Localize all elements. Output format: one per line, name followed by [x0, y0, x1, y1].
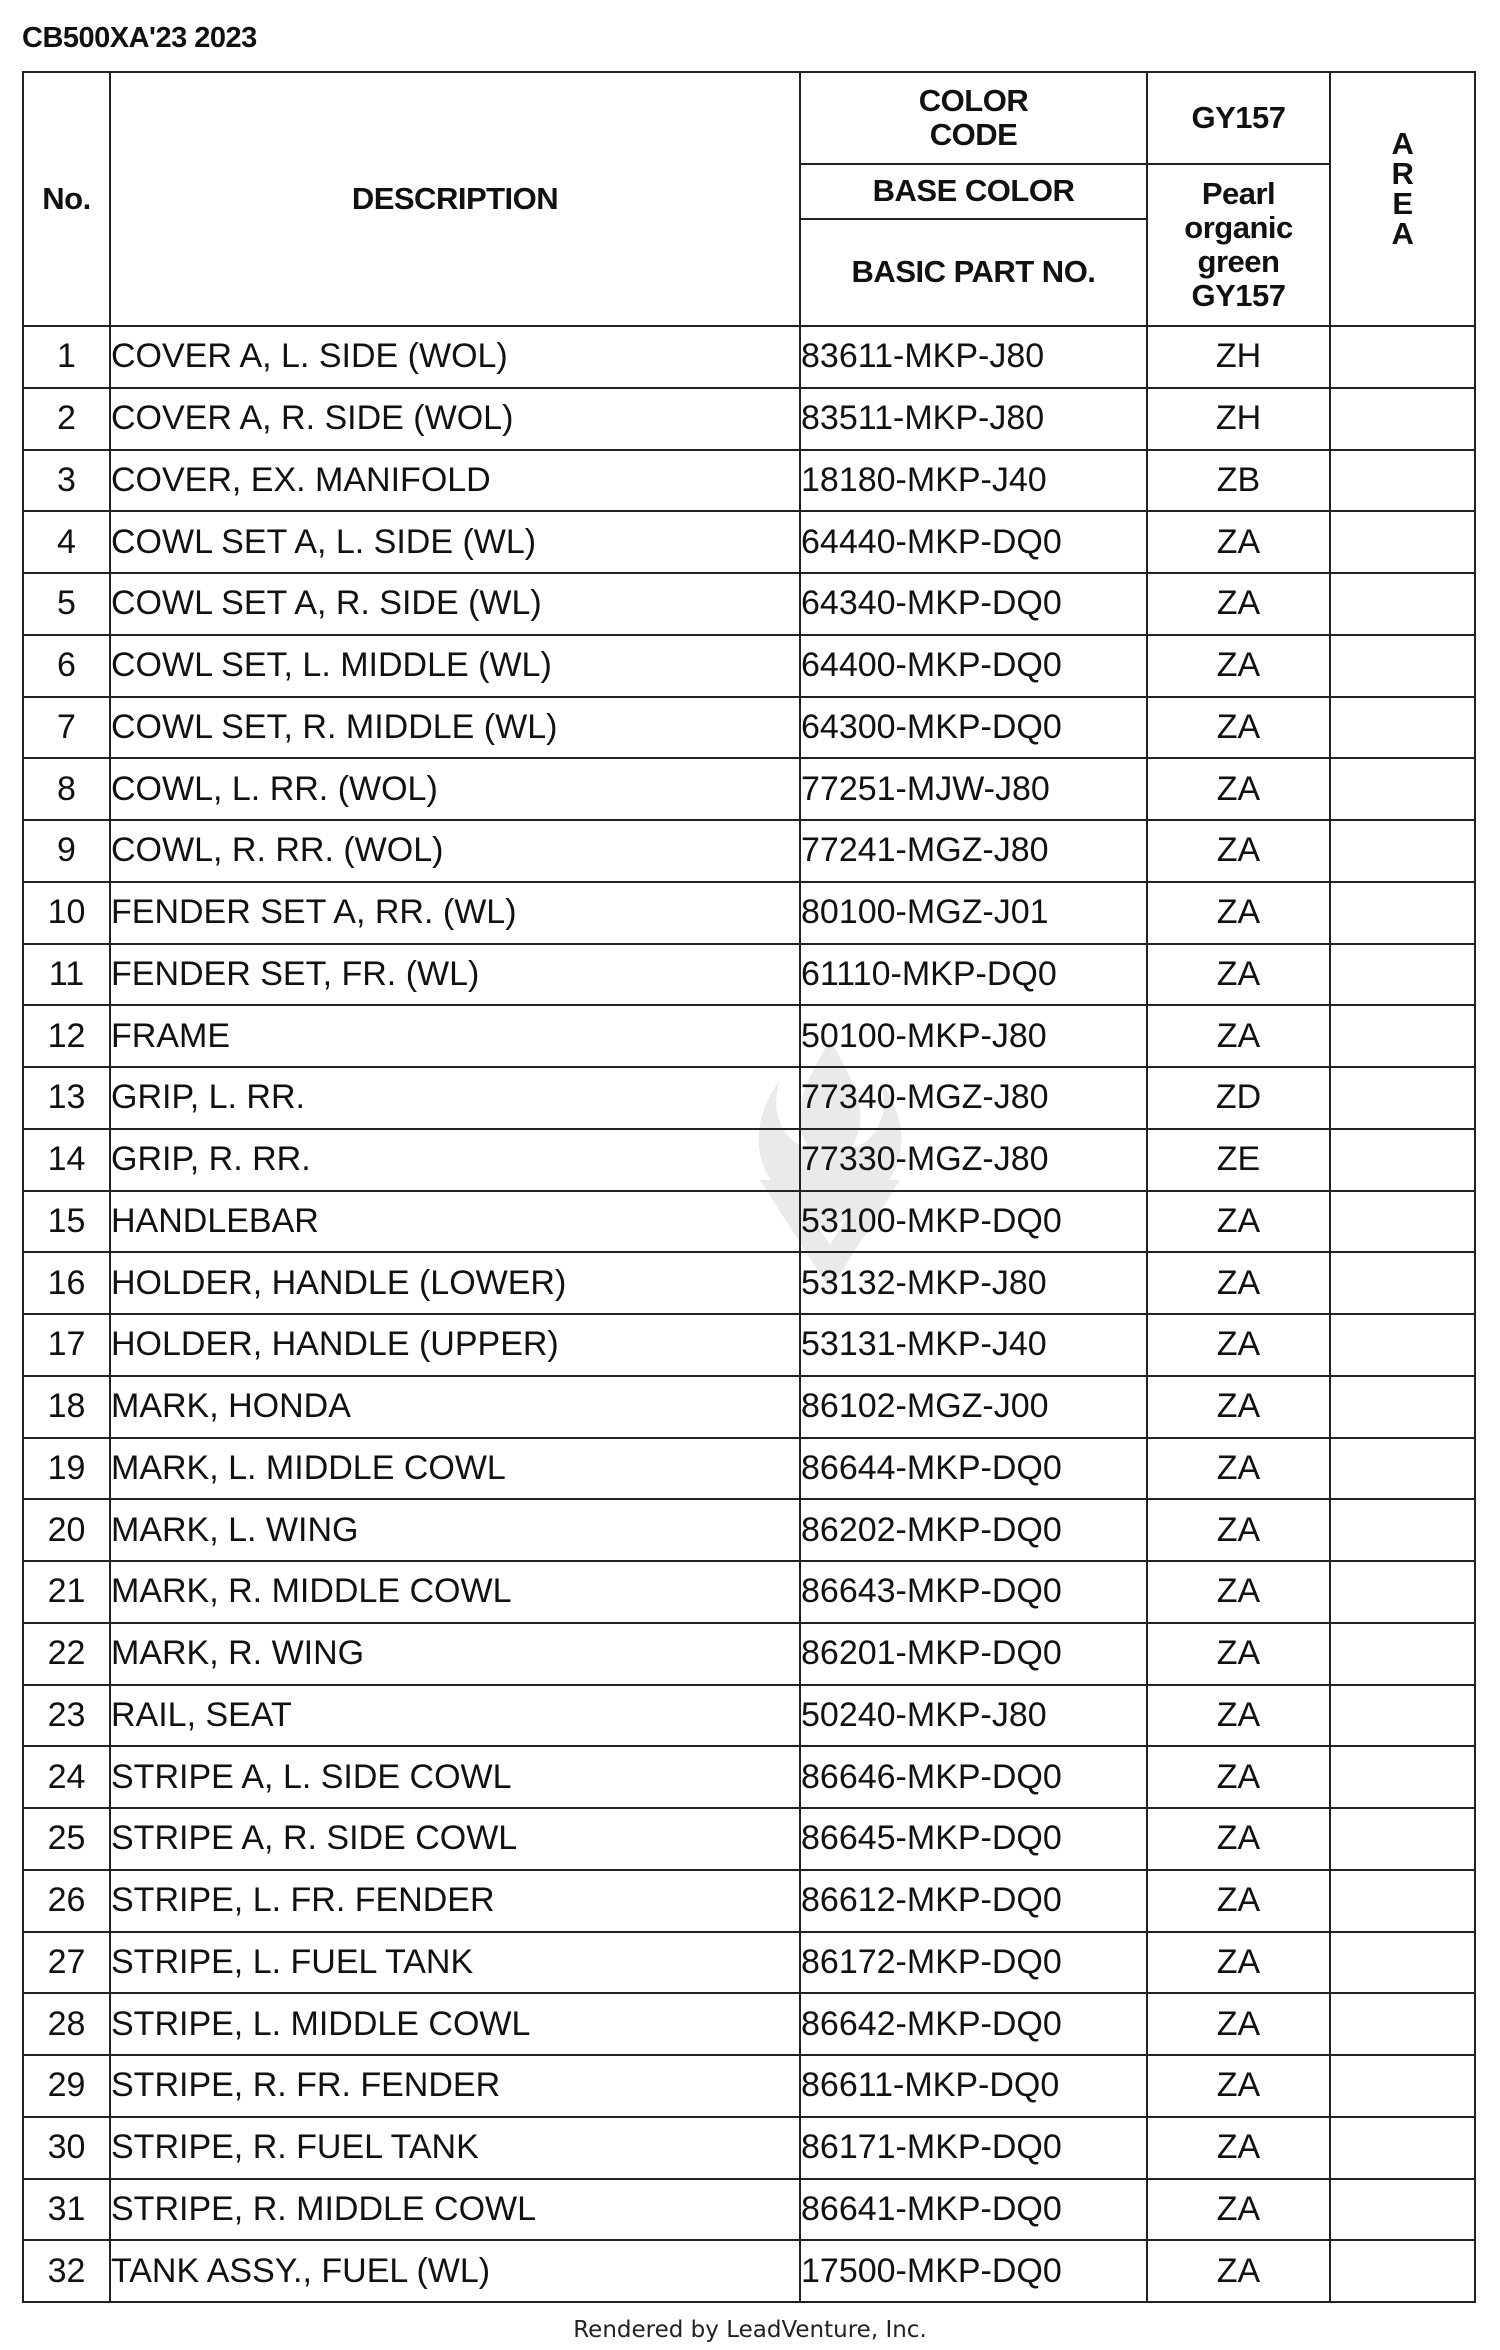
- row-description: MARK, R. MIDDLE COWL: [110, 1561, 800, 1623]
- row-number: 4: [23, 511, 110, 573]
- row-area: [1330, 1561, 1475, 1623]
- table-row: [23, 573, 1475, 635]
- table-row: [23, 1191, 1475, 1253]
- table-row: [23, 1623, 1475, 1685]
- table-row: [23, 1932, 1475, 1994]
- row-number: 30: [23, 2117, 110, 2179]
- row-part-number: 86611-MKP-DQ0: [800, 2055, 1147, 2117]
- row-description: RAIL, SEAT: [110, 1685, 800, 1747]
- row-description: STRIPE, L. FR. FENDER: [110, 1870, 800, 1932]
- row-area: [1330, 1067, 1475, 1129]
- row-color-code: ZA: [1147, 573, 1330, 635]
- row-color-code: ZA: [1147, 1746, 1330, 1808]
- row-number: 17: [23, 1314, 110, 1376]
- row-color-code: ZA: [1147, 1993, 1330, 2055]
- row-number: 23: [23, 1685, 110, 1747]
- row-number: 31: [23, 2179, 110, 2241]
- table-row: [23, 2179, 1475, 2241]
- color-name-line1: Pearl: [1201, 176, 1276, 211]
- document-title: CB500XA'23 2023: [22, 22, 257, 54]
- row-description: MARK, L. MIDDLE COWL: [110, 1438, 800, 1500]
- row-description: COVER A, L. SIDE (WOL): [110, 326, 800, 388]
- row-description: HANDLEBAR: [110, 1191, 800, 1253]
- row-number: 1: [23, 326, 110, 388]
- table-row: [23, 758, 1475, 820]
- table-row: [23, 1129, 1475, 1191]
- row-description: STRIPE, L. MIDDLE COWL: [110, 1993, 800, 2055]
- row-part-number: 77241-MGZ-J80: [800, 820, 1147, 882]
- row-description: FRAME: [110, 1005, 800, 1067]
- row-area: [1330, 1993, 1475, 2055]
- row-part-number: 64400-MKP-DQ0: [800, 635, 1147, 697]
- row-part-number: 86646-MKP-DQ0: [800, 1746, 1147, 1808]
- row-description: HOLDER, HANDLE (UPPER): [110, 1314, 800, 1376]
- row-number: 13: [23, 1067, 110, 1129]
- row-part-number: 64340-MKP-DQ0: [800, 573, 1147, 635]
- row-part-number: 64440-MKP-DQ0: [800, 511, 1147, 573]
- row-area: [1330, 2117, 1475, 2179]
- area-letter: A: [1391, 126, 1414, 161]
- row-description: MARK, R. WING: [110, 1623, 800, 1685]
- row-number: 2: [23, 388, 110, 450]
- row-color-code: ZA: [1147, 2055, 1330, 2117]
- row-part-number: 83511-MKP-J80: [800, 388, 1147, 450]
- row-number: 16: [23, 1252, 110, 1314]
- color-name-line4: GY157: [1191, 278, 1286, 313]
- parts-table-header: [23, 72, 1475, 326]
- row-description: TANK ASSY., FUEL (WL): [110, 2240, 800, 2302]
- row-number: 21: [23, 1561, 110, 1623]
- row-number: 18: [23, 1376, 110, 1438]
- row-area: [1330, 1685, 1475, 1747]
- row-color-code: ZA: [1147, 1438, 1330, 1500]
- row-area: [1330, 2240, 1475, 2302]
- row-description: COWL SET A, L. SIDE (WL): [110, 511, 800, 573]
- table-row: [23, 1685, 1475, 1747]
- header-base-color: BASE COLOR: [800, 164, 1147, 219]
- row-part-number: 50240-MKP-J80: [800, 1685, 1147, 1747]
- row-description: COWL, L. RR. (WOL): [110, 758, 800, 820]
- row-number: 15: [23, 1191, 110, 1253]
- row-color-code: ZA: [1147, 697, 1330, 759]
- row-description: COVER A, R. SIDE (WOL): [110, 388, 800, 450]
- table-row: [23, 944, 1475, 1006]
- table-row: [23, 2240, 1475, 2302]
- parts-table-body: [23, 326, 1475, 2302]
- row-color-code: ZA: [1147, 2240, 1330, 2302]
- row-color-code: ZA: [1147, 1685, 1330, 1747]
- table-row: [23, 450, 1475, 512]
- header-color-code-line2: CODE: [929, 117, 1018, 152]
- row-part-number: 86171-MKP-DQ0: [800, 2117, 1147, 2179]
- row-number: 10: [23, 882, 110, 944]
- table-row: [23, 1438, 1475, 1500]
- table-row: [23, 1376, 1475, 1438]
- row-color-code: ZA: [1147, 1623, 1330, 1685]
- row-number: 12: [23, 1005, 110, 1067]
- row-color-code: ZA: [1147, 1561, 1330, 1623]
- row-part-number: 86202-MKP-DQ0: [800, 1499, 1147, 1561]
- row-part-number: 53100-MKP-DQ0: [800, 1191, 1147, 1253]
- row-description: COWL SET, L. MIDDLE (WL): [110, 635, 800, 697]
- row-area: [1330, 1191, 1475, 1253]
- row-description: STRIPE, R. FR. FENDER: [110, 2055, 800, 2117]
- header-description: DESCRIPTION: [110, 72, 800, 326]
- row-description: COWL SET A, R. SIDE (WL): [110, 573, 800, 635]
- row-number: 22: [23, 1623, 110, 1685]
- table-row: [23, 882, 1475, 944]
- row-area: [1330, 1623, 1475, 1685]
- table-row: [23, 2117, 1475, 2179]
- row-part-number: 86642-MKP-DQ0: [800, 1993, 1147, 2055]
- table-row: [23, 1870, 1475, 1932]
- row-part-number: 86645-MKP-DQ0: [800, 1808, 1147, 1870]
- row-part-number: 86612-MKP-DQ0: [800, 1870, 1147, 1932]
- row-number: 26: [23, 1870, 110, 1932]
- row-color-code: ZA: [1147, 1499, 1330, 1561]
- row-number: 27: [23, 1932, 110, 1994]
- row-description: FENDER SET, FR. (WL): [110, 944, 800, 1006]
- table-row: [23, 1067, 1475, 1129]
- table-row: [23, 1252, 1475, 1314]
- row-area: [1330, 758, 1475, 820]
- table-row: [23, 1561, 1475, 1623]
- row-part-number: 17500-MKP-DQ0: [800, 2240, 1147, 2302]
- row-area: [1330, 820, 1475, 882]
- row-part-number: 53131-MKP-J40: [800, 1314, 1147, 1376]
- row-color-code: ZA: [1147, 1191, 1330, 1253]
- row-number: 29: [23, 2055, 110, 2117]
- row-number: 7: [23, 697, 110, 759]
- row-description: GRIP, L. RR.: [110, 1067, 800, 1129]
- table-row: [23, 1005, 1475, 1067]
- row-number: 11: [23, 944, 110, 1006]
- row-area: [1330, 1376, 1475, 1438]
- row-part-number: 64300-MKP-DQ0: [800, 697, 1147, 759]
- table-row: [23, 1808, 1475, 1870]
- table-row: [23, 388, 1475, 450]
- table-row: [23, 1314, 1475, 1376]
- row-part-number: 18180-MKP-J40: [800, 450, 1147, 512]
- area-letters: [1331, 126, 1474, 325]
- row-description: COVER, EX. MANIFOLD: [110, 450, 800, 512]
- row-area: [1330, 511, 1475, 573]
- row-area: [1330, 1746, 1475, 1808]
- row-area: [1330, 1932, 1475, 1994]
- table-row: [23, 326, 1475, 388]
- row-color-code: ZA: [1147, 820, 1330, 882]
- header-color-code-line1: COLOR: [918, 82, 1029, 118]
- row-area: [1330, 1314, 1475, 1376]
- row-part-number: 86644-MKP-DQ0: [800, 1438, 1147, 1500]
- row-number: 20: [23, 1499, 110, 1561]
- row-number: 3: [23, 450, 110, 512]
- row-color-code: ZA: [1147, 511, 1330, 573]
- row-color-code: ZA: [1147, 635, 1330, 697]
- row-color-code: ZA: [1147, 1314, 1330, 1376]
- row-description: STRIPE, R. FUEL TANK: [110, 2117, 800, 2179]
- row-color-code: ZA: [1147, 1005, 1330, 1067]
- area-letter: A: [1391, 216, 1414, 251]
- row-color-code: ZB: [1147, 450, 1330, 512]
- row-color-code: ZH: [1147, 388, 1330, 450]
- row-part-number: 53132-MKP-J80: [800, 1252, 1147, 1314]
- row-area: [1330, 388, 1475, 450]
- row-color-code: ZA: [1147, 1870, 1330, 1932]
- row-part-number: 77251-MJW-J80: [800, 758, 1147, 820]
- row-color-code: ZA: [1147, 882, 1330, 944]
- row-number: 19: [23, 1438, 110, 1500]
- row-area: [1330, 1808, 1475, 1870]
- row-area: [1330, 944, 1475, 1006]
- table-row: [23, 1993, 1475, 2055]
- row-area: [1330, 1499, 1475, 1561]
- row-color-code: ZA: [1147, 944, 1330, 1006]
- color-name-line3: green: [1197, 244, 1280, 279]
- row-area: [1330, 697, 1475, 759]
- row-area: [1330, 2055, 1475, 2117]
- row-number: 9: [23, 820, 110, 882]
- row-description: MARK, HONDA: [110, 1376, 800, 1438]
- color-name-line2: organic: [1184, 210, 1293, 245]
- row-number: 5: [23, 573, 110, 635]
- table-row: [23, 2055, 1475, 2117]
- table-row: [23, 697, 1475, 759]
- row-part-number: 86102-MGZ-J00: [800, 1376, 1147, 1438]
- table-row: [23, 820, 1475, 882]
- row-number: 14: [23, 1129, 110, 1191]
- row-area: [1330, 1870, 1475, 1932]
- row-area: [1330, 573, 1475, 635]
- row-color-code: ZA: [1147, 1252, 1330, 1314]
- table-row: [23, 1746, 1475, 1808]
- parts-table: [22, 71, 1476, 2303]
- row-part-number: 77340-MGZ-J80: [800, 1067, 1147, 1129]
- row-color-code: ZA: [1147, 1932, 1330, 1994]
- header-basic-part-no: BASIC PART NO.: [800, 219, 1147, 326]
- row-area: [1330, 450, 1475, 512]
- header-no: No.: [23, 72, 110, 326]
- row-description: STRIPE A, L. SIDE COWL: [110, 1746, 800, 1808]
- row-area: [1330, 1252, 1475, 1314]
- row-color-code: ZA: [1147, 2179, 1330, 2241]
- row-part-number: 61110-MKP-DQ0: [800, 944, 1147, 1006]
- row-number: 6: [23, 635, 110, 697]
- row-part-number: 83611-MKP-J80: [800, 326, 1147, 388]
- table-row: [23, 511, 1475, 573]
- row-number: 24: [23, 1746, 110, 1808]
- row-color-code: ZA: [1147, 1808, 1330, 1870]
- row-part-number: 86172-MKP-DQ0: [800, 1932, 1147, 1994]
- row-part-number: 86643-MKP-DQ0: [800, 1561, 1147, 1623]
- row-color-code: ZA: [1147, 758, 1330, 820]
- area-letter: R: [1391, 156, 1414, 191]
- row-description: COWL SET, R. MIDDLE (WL): [110, 697, 800, 759]
- row-area: [1330, 2179, 1475, 2241]
- row-area: [1330, 635, 1475, 697]
- row-description: FENDER SET A, RR. (WL): [110, 882, 800, 944]
- row-description: MARK, L. WING: [110, 1499, 800, 1561]
- area-letter: E: [1392, 186, 1413, 221]
- row-description: STRIPE, L. FUEL TANK: [110, 1932, 800, 1994]
- table-row: [23, 1499, 1475, 1561]
- row-color-code: ZH: [1147, 326, 1330, 388]
- row-description: STRIPE A, R. SIDE COWL: [110, 1808, 800, 1870]
- row-part-number: 86641-MKP-DQ0: [800, 2179, 1147, 2241]
- footer-credit: Rendered by LeadVenture, Inc.: [573, 2317, 927, 2343]
- row-description: HOLDER, HANDLE (LOWER): [110, 1252, 800, 1314]
- row-part-number: 50100-MKP-J80: [800, 1005, 1147, 1067]
- row-description: STRIPE, R. MIDDLE COWL: [110, 2179, 800, 2241]
- row-color-code: ZA: [1147, 2117, 1330, 2179]
- row-part-number: 86201-MKP-DQ0: [800, 1623, 1147, 1685]
- row-color-code: ZE: [1147, 1129, 1330, 1191]
- row-part-number: 80100-MGZ-J01: [800, 882, 1147, 944]
- row-color-code: ZA: [1147, 1376, 1330, 1438]
- row-area: [1330, 1438, 1475, 1500]
- row-number: 25: [23, 1808, 110, 1870]
- row-area: [1330, 882, 1475, 944]
- row-number: 28: [23, 1993, 110, 2055]
- row-description: COWL, R. RR. (WOL): [110, 820, 800, 882]
- row-description: GRIP, R. RR.: [110, 1129, 800, 1191]
- table-row: [23, 635, 1475, 697]
- row-part-number: 77330-MGZ-J80: [800, 1129, 1147, 1191]
- header-area: [1330, 72, 1475, 326]
- header-color-code-value: GY157: [1147, 72, 1330, 164]
- row-area: [1330, 1129, 1475, 1191]
- header-color-name: [1147, 164, 1330, 326]
- row-area: [1330, 1005, 1475, 1067]
- row-number: 32: [23, 2240, 110, 2302]
- header-color-code: [800, 72, 1147, 164]
- row-color-code: ZD: [1147, 1067, 1330, 1129]
- row-area: [1330, 326, 1475, 388]
- row-number: 8: [23, 758, 110, 820]
